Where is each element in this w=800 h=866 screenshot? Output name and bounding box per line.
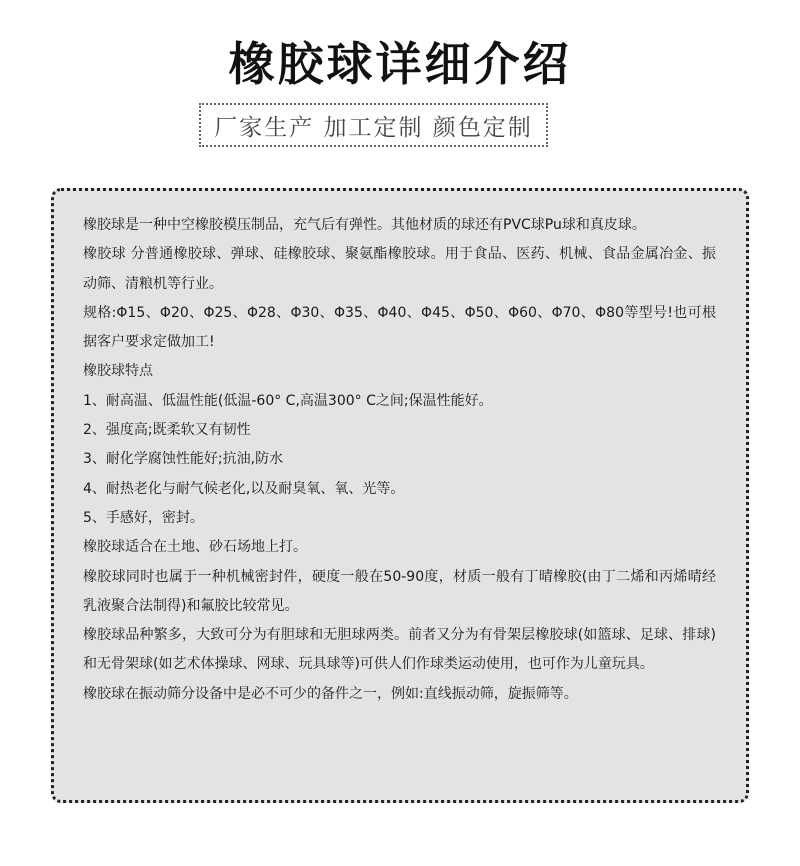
feature-item-chemical: 3、耐化学腐蚀性能好;抗油,防水 — [83, 451, 284, 468]
features-heading: 橡胶球特点 — [83, 363, 153, 380]
usage-paragraph: 橡胶球适合在土地、砂石场地上打。 — [83, 539, 307, 556]
seal-paragraph: 橡胶球同时也属于一种机械密封件，硬度一般在50-90度，材质一般有丁晴橡胶(由丁二烯和丙烯晴经乳液聚合法制得)和氟胶比较常见。 — [83, 568, 716, 614]
feature-item-strength: 2、强度高;既柔软又有韧性 — [83, 422, 251, 439]
screening-paragraph: 橡胶球在振动筛分设备中是必不可少的备件之一，例如:直线振动筛，旋振筛等。 — [83, 685, 578, 702]
feature-item-aging: 4、耐热老化与耐气候老化,以及耐臭氧、氧、光等。 — [83, 480, 405, 497]
intro-paragraph: 橡胶球是一种中空橡胶模压制品，充气后有弹性。其他材质的球还有PVC球Pu球和真皮球。 — [83, 217, 646, 233]
content-card — [51, 188, 749, 803]
classification-paragraph: 橡胶球 分普通橡胶球、弹球、硅橡胶球、聚氨酯橡胶球。用于食品、医药、机械、食品金属冶金、振动筛、清粮机等行业。 — [83, 246, 716, 292]
subtitle-box — [199, 103, 548, 147]
feature-item-temperature: 1、耐高温、低温性能(低温-60° C,高温300° C之间;保温性能好。 — [83, 392, 493, 409]
page-title: 橡胶球详细介绍 — [228, 37, 572, 91]
feature-item-feel: 5、手感好，密封。 — [83, 509, 204, 526]
specification-paragraph: 规格:Φ15、Φ20、Φ25、Φ28、Φ30、Φ35、Φ40、Φ45、Φ50、Φ60、Φ70、Φ80等型号!也可根据客户要求定做加工! — [83, 304, 716, 351]
subtitle-text: 厂家生产 加工定制 颜色定制 — [214, 114, 533, 141]
varieties-paragraph: 橡胶球品种繁多，大致可分为有胆球和无胆球两类。前者又分为有骨架层橡胶球(如篮球、足球、排球)和无骨架球(如艺术体操球、网球、玩具球等)可供人们作球类运动使用，也可作为儿童玩具。 — [83, 627, 716, 673]
